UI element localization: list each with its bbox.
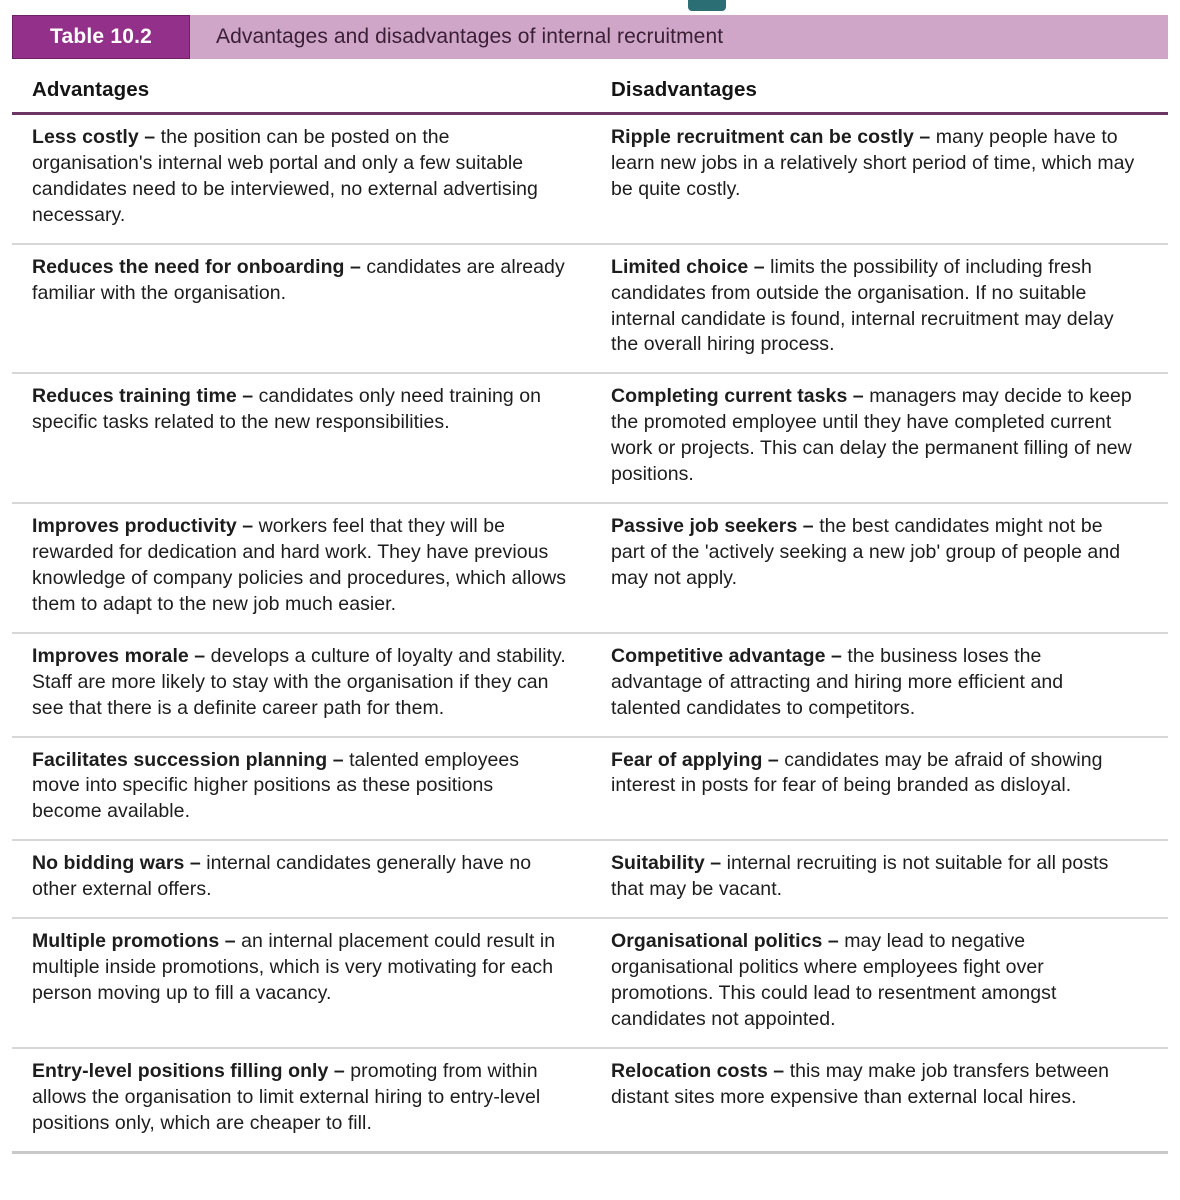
table-header-row bbox=[12, 70, 1168, 115]
column-header-label: Advantages bbox=[32, 78, 150, 101]
table-row bbox=[12, 115, 1168, 245]
lead-separator: – bbox=[913, 126, 936, 148]
advantage-lead: Facilitates succession planning bbox=[32, 748, 328, 771]
table-cell-advantage bbox=[12, 738, 597, 840]
lead-separator: – bbox=[328, 1059, 351, 1082]
advantage-text bbox=[32, 384, 567, 436]
lead-separator: – bbox=[825, 644, 848, 667]
table-row bbox=[12, 841, 1168, 919]
lead-separator: – bbox=[327, 748, 350, 771]
advantage-lead: Multiple promotions bbox=[32, 930, 220, 953]
disadvantage-body: many people have to learn new jobs in a relatively short period of time, which may be quite costly. bbox=[611, 126, 1135, 200]
lead-separator: – bbox=[822, 930, 845, 953]
table-cell-disadvantage bbox=[597, 919, 1168, 1047]
table-cell-advantage bbox=[12, 245, 597, 373]
table-cell-disadvantage bbox=[597, 738, 1168, 840]
advantage-body: talented employees move into specific higher positions as these positions become available. bbox=[32, 748, 520, 823]
advantage-body: develops a culture of loyalty and stability. Staff are more likely to stay with the organisation if they can see that there is a definite career path for them. bbox=[32, 644, 566, 719]
disadvantage-lead: Relocation costs bbox=[611, 1059, 768, 1082]
disadvantage-text bbox=[611, 644, 1138, 722]
table-cell-advantage bbox=[12, 374, 597, 502]
advantage-lead: Less costly bbox=[32, 126, 139, 148]
advantage-lead: Improves morale bbox=[32, 644, 189, 667]
table-title-container bbox=[190, 15, 1168, 59]
advantage-lead: Improves productivity bbox=[32, 515, 237, 538]
disadvantage-text bbox=[611, 514, 1138, 592]
lead-separator: – bbox=[236, 385, 259, 408]
lead-separator: – bbox=[219, 930, 242, 953]
disadvantage-text bbox=[611, 1059, 1138, 1111]
disadvantage-text bbox=[611, 748, 1138, 800]
advantage-body: candidates are already familiar with the organisation. bbox=[32, 255, 565, 304]
advantage-text bbox=[32, 255, 567, 307]
advantage-text bbox=[32, 851, 567, 903]
disadvantage-body: this may make job transfers between distant sites more expensive than external local hires. bbox=[611, 1059, 1109, 1108]
table-number-badge bbox=[12, 15, 190, 59]
advantage-body: internal candidates generally have no other external offers. bbox=[32, 852, 532, 901]
disadvantage-body: managers may decide to keep the promoted employee until they have completed current work or projects. This can delay the permanent filling of new positions. bbox=[611, 385, 1132, 486]
lead-separator: – bbox=[847, 385, 870, 408]
table-row bbox=[12, 504, 1168, 634]
advantage-lead: Reduces training time bbox=[32, 385, 237, 408]
comparison-table bbox=[12, 70, 1168, 1154]
table-body bbox=[12, 115, 1168, 1154]
disadvantage-body: limits the possibility of including fresh candidates from outside the organisation. If no suitable internal candidate is found, internal recruitment may delay the overall hiring process. bbox=[611, 255, 1114, 356]
clipped-teal-shape-icon bbox=[688, 0, 726, 11]
disadvantage-lead: Ripple recruitment can be costly bbox=[611, 126, 914, 148]
table-cell-advantage bbox=[12, 841, 597, 917]
disadvantage-lead: Completing current tasks bbox=[611, 385, 848, 408]
table-number-label: Table 10.2 bbox=[50, 25, 152, 48]
lead-separator: – bbox=[797, 515, 820, 538]
lead-separator: – bbox=[762, 748, 785, 771]
column-header-advantages bbox=[12, 70, 597, 112]
disadvantage-body: the business loses the advantage of attracting and hiring more efficient and talented candidates to competitors. bbox=[611, 644, 1064, 719]
table-caption-bar bbox=[12, 15, 1168, 59]
lead-separator: – bbox=[344, 255, 367, 278]
disadvantage-text bbox=[611, 851, 1138, 903]
disadvantage-body: candidates may be afraid of showing interest in posts for fear of being branded as disloyal. bbox=[611, 748, 1103, 797]
table-row bbox=[12, 1049, 1168, 1154]
advantage-lead: No bidding wars bbox=[32, 852, 185, 875]
table-row bbox=[12, 374, 1168, 504]
advantage-body: workers feel that they will be rewarded for dedication and hard work. They have previous knowledge of company policies and procedures, which allows them to adapt to the new job much easier. bbox=[32, 515, 567, 615]
advantage-text bbox=[32, 125, 567, 229]
disadvantage-lead: Suitability bbox=[611, 852, 705, 875]
advantage-body: the position can be posted on the organisation's internal web portal and only a few suitable candidates need to be interviewed, no external advertising necessary. bbox=[32, 126, 538, 226]
lead-separator: – bbox=[748, 255, 771, 278]
lead-separator: – bbox=[704, 852, 727, 875]
table-cell-disadvantage bbox=[597, 1049, 1168, 1151]
disadvantage-lead: Competitive advantage bbox=[611, 644, 826, 667]
table-cell-disadvantage bbox=[597, 374, 1168, 502]
table-title: Advantages and disadvantages of internal recruitment bbox=[216, 25, 724, 48]
advantage-text bbox=[32, 929, 567, 1007]
table-cell-advantage bbox=[12, 634, 597, 736]
table-cell-disadvantage bbox=[597, 634, 1168, 736]
lead-separator: – bbox=[184, 852, 207, 875]
column-header-disadvantages bbox=[597, 70, 1168, 112]
disadvantage-body: internal recruiting is not suitable for all posts that may be vacant. bbox=[611, 852, 1109, 901]
table-cell-disadvantage bbox=[597, 504, 1168, 632]
disadvantage-text bbox=[611, 255, 1138, 359]
advantage-body: promoting from within allows the organisation to limit external hiring to entry-level positions only, which are cheaper to fill. bbox=[32, 1059, 541, 1134]
disadvantage-lead: Limited choice bbox=[611, 255, 749, 278]
disadvantage-body: the best candidates might not be part of the 'actively seeking a new job' group of people and may not apply. bbox=[611, 515, 1121, 589]
table-row bbox=[12, 634, 1168, 738]
column-header-label: Disadvantages bbox=[611, 78, 758, 101]
lead-separator: – bbox=[236, 515, 259, 538]
advantage-lead: Reduces the need for onboarding bbox=[32, 255, 345, 278]
table-cell-advantage bbox=[12, 115, 597, 243]
disadvantage-text bbox=[611, 384, 1138, 488]
table-cell-disadvantage bbox=[597, 841, 1168, 917]
disadvantage-text bbox=[611, 929, 1138, 1033]
advantage-body: an internal placement could result in multiple inside promotions, which is very motivating for each person moving up to fill a vacancy. bbox=[32, 930, 556, 1004]
disadvantage-text bbox=[611, 125, 1138, 203]
advantage-text bbox=[32, 514, 567, 618]
advantage-body: candidates only need training on specific tasks related to the new responsibilities. bbox=[32, 385, 541, 434]
lead-separator: – bbox=[188, 644, 211, 667]
table-cell-advantage bbox=[12, 919, 597, 1047]
table-cell-advantage bbox=[12, 504, 597, 632]
table-row bbox=[12, 245, 1168, 375]
lead-separator: – bbox=[138, 126, 161, 148]
disadvantage-body: may lead to negative organisational politics where employees fight over promotions. This could lead to resentment amongst candidates not appointed. bbox=[611, 930, 1057, 1030]
table-row bbox=[12, 738, 1168, 842]
table-cell-advantage bbox=[12, 1049, 597, 1151]
advantage-lead: Entry-level positions filling only bbox=[32, 1059, 329, 1082]
advantage-text bbox=[32, 748, 567, 826]
table-row bbox=[12, 919, 1168, 1049]
table-cell-disadvantage bbox=[597, 115, 1168, 243]
disadvantage-lead: Fear of applying bbox=[611, 748, 763, 771]
advantage-text bbox=[32, 644, 567, 722]
advantage-text bbox=[32, 1059, 567, 1137]
disadvantage-lead: Organisational politics bbox=[611, 930, 823, 953]
lead-separator: – bbox=[767, 1059, 790, 1082]
table-cell-disadvantage bbox=[597, 245, 1168, 373]
disadvantage-lead: Passive job seekers bbox=[611, 515, 798, 538]
